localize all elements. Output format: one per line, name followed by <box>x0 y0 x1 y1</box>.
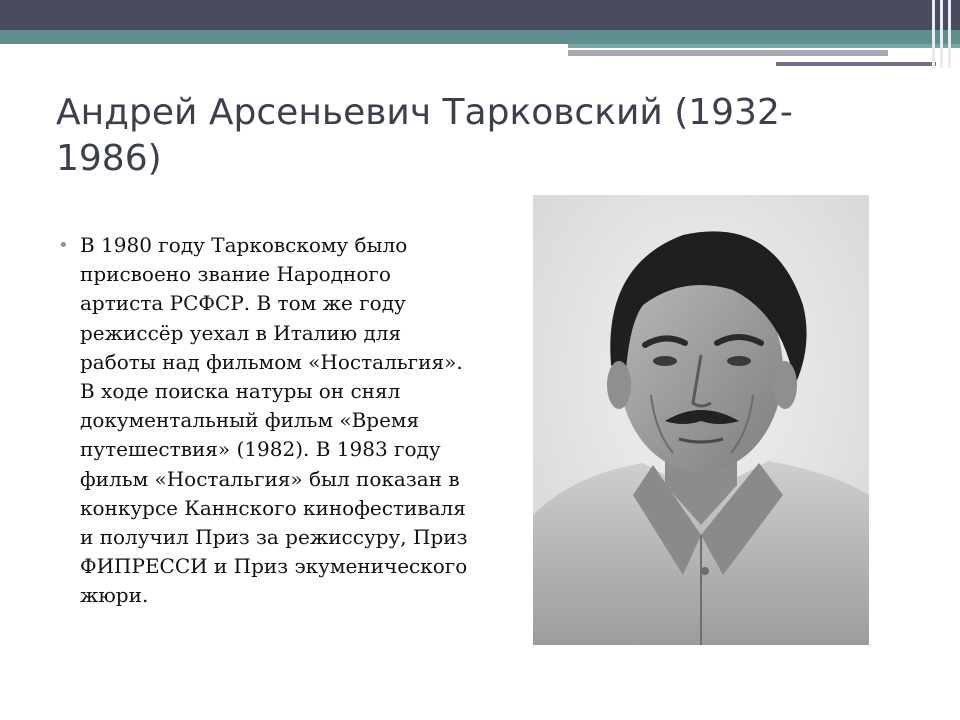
bullet-list <box>58 231 478 611</box>
header-accent-teal <box>568 44 960 48</box>
slide-title: Андрей Арсеньевич Тарковский (1932-1986) <box>56 92 793 179</box>
bullet-icon: • <box>58 235 69 256</box>
header-accent-gray <box>568 50 888 56</box>
header-stripe <box>948 0 951 68</box>
header-accent-gray-thin <box>776 62 936 66</box>
header-stripe <box>940 0 943 68</box>
bullet-text: В 1980 году Тарковскому было присвоено звание Народного артиста РСФСР. В том же году режиссёр уехал в Италию для работы над фильмом «Ностальгия». В ходе поиска натуры он снял документальный фильм «Время путешествия» (1982). В 1983 году фильм «Ностальгия» был показан в конкурсе Каннского кинофестиваля и получил Приз за режиссуру, Приз ФИПРЕССИ и Приз экуменического жюри. <box>80 233 468 608</box>
portrait-photo <box>533 195 869 645</box>
header-bar-dark <box>0 0 960 30</box>
bullet-item <box>58 231 478 611</box>
header-stripe <box>932 0 935 68</box>
header-bar-teal <box>0 30 960 44</box>
